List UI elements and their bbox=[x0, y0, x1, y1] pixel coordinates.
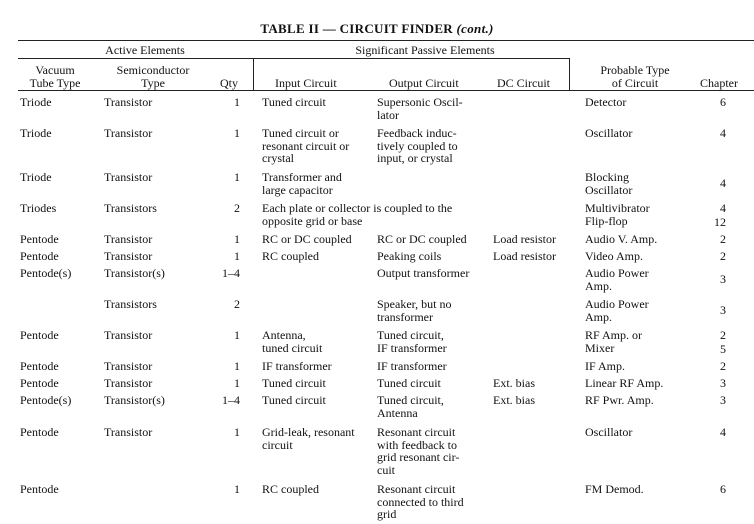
cell-chapter: 3 bbox=[720, 376, 726, 390]
cell-qty: 2 bbox=[234, 297, 240, 311]
cell-input-circuit: RC coupled bbox=[262, 482, 319, 496]
cell-probable-type: Amp. bbox=[585, 278, 612, 293]
col-header-dc: DC Circuit bbox=[497, 76, 550, 90]
cell-probable-type: Oscillator bbox=[585, 182, 633, 197]
cell-vacuum-tube: Pentode bbox=[20, 249, 59, 263]
cell-vacuum-tube: Pentode bbox=[20, 376, 59, 390]
cell-qty: 1 bbox=[234, 126, 240, 140]
cell-output-circuit: IF transformer bbox=[377, 359, 447, 373]
cell-output-circuit: cuit bbox=[377, 462, 395, 477]
cell-qty: 1–4 bbox=[222, 266, 240, 280]
cell-chapter: 6 bbox=[720, 95, 726, 109]
cell-output-circuit: Tuned circuit, bbox=[377, 328, 444, 342]
cell-semiconductor: Transistor bbox=[104, 425, 153, 439]
cell-output-circuit: input, or crystal bbox=[377, 151, 453, 165]
cell-input-circuit: RC coupled bbox=[262, 249, 319, 263]
cell-vacuum-tube: Pentode bbox=[20, 359, 59, 373]
passive-left-rule bbox=[253, 58, 254, 90]
cell-qty: 1 bbox=[234, 328, 240, 342]
col-header-chapter: Chapter bbox=[700, 76, 738, 90]
passive-group-rule bbox=[253, 58, 569, 59]
cell-input-circuit: Tuned circuit bbox=[262, 393, 326, 407]
active-elements-header: Active Elements bbox=[105, 43, 185, 57]
cell-probable-type: Detector bbox=[585, 95, 627, 109]
cell-probable-type: Mixer bbox=[585, 340, 615, 355]
cell-input-circuit: circuit bbox=[262, 437, 293, 452]
table-title bbox=[0, 21, 754, 37]
cell-qty: 1 bbox=[234, 482, 240, 496]
cell-semiconductor: Transistor bbox=[104, 249, 153, 263]
col-header-vacuum bbox=[14, 64, 96, 89]
cell-input-circuit: Tuned circuit bbox=[262, 376, 326, 390]
cell-semiconductor: Transistor(s) bbox=[104, 393, 165, 407]
cell-vacuum-tube: Triodes bbox=[20, 201, 57, 215]
cell-qty: 2 bbox=[234, 201, 240, 215]
col-header-semi-line2: Type bbox=[141, 75, 165, 90]
cell-qty: 1 bbox=[234, 359, 240, 373]
cell-qty: 1 bbox=[234, 376, 240, 390]
cell-output-circuit: Resonant circuit bbox=[377, 482, 456, 496]
cell-vacuum-tube: Pentode bbox=[20, 482, 59, 496]
cell-chapter: 2 bbox=[720, 359, 726, 373]
cell-chapter: 3 bbox=[720, 272, 726, 286]
cell-passive-span: Each plate or collector is coupled to the bbox=[262, 201, 453, 215]
cell-input-circuit: resonant circuit or bbox=[262, 138, 350, 153]
col-header-probable-line1: Probable Type bbox=[600, 63, 670, 77]
cell-probable-type: Oscillator bbox=[585, 126, 633, 140]
cell-output-circuit: Antenna bbox=[377, 405, 418, 420]
col-header-probable bbox=[583, 64, 687, 89]
cell-output-circuit: transformer bbox=[377, 309, 433, 324]
cell-probable-type: Oscillator bbox=[585, 425, 633, 439]
cell-chapter: 4 bbox=[720, 176, 726, 190]
cell-vacuum-tube: Pentode bbox=[20, 232, 59, 246]
cell-probable-type: RF Amp. or bbox=[585, 328, 643, 342]
cell-input-circuit: IF transformer bbox=[262, 359, 332, 373]
cell-probable-type: Flip-flop bbox=[585, 213, 628, 228]
cell-output-circuit: Speaker, but no bbox=[377, 297, 452, 311]
cell-input-circuit: Grid-leak, resonant bbox=[262, 425, 355, 439]
cell-chapter: 3 bbox=[720, 303, 726, 317]
header-rule bbox=[18, 90, 754, 91]
cell-probable-type: Audio V. Amp. bbox=[585, 232, 658, 246]
cell-semiconductor: Transistor(s) bbox=[104, 266, 165, 280]
cell-output-circuit: Output transformer bbox=[377, 266, 470, 280]
cell-probable-type: Audio Power bbox=[585, 297, 649, 311]
cell-semiconductor: Transistor bbox=[104, 376, 153, 390]
cell-vacuum-tube: Pentode(s) bbox=[20, 266, 72, 280]
col-header-output: Output Circuit bbox=[389, 76, 459, 90]
cell-output-circuit: tively coupled to bbox=[377, 138, 458, 153]
cell-vacuum-tube: Pentode(s) bbox=[20, 393, 72, 407]
cell-input-circuit: Tuned circuit bbox=[262, 95, 326, 109]
cell-dc-circuit: Load resistor bbox=[493, 232, 556, 246]
cell-chapter: 2 bbox=[720, 249, 726, 263]
cell-dc-circuit: Load resistor bbox=[493, 249, 556, 263]
cell-chapter: 4 bbox=[720, 425, 726, 439]
cell-passive-span: opposite grid or base bbox=[262, 213, 363, 228]
cell-vacuum-tube: Pentode bbox=[20, 328, 59, 342]
cell-semiconductor: Transistor bbox=[104, 359, 153, 373]
col-header-qty: Qty bbox=[220, 76, 238, 90]
cell-semiconductor: Transistor bbox=[104, 95, 153, 109]
cell-output-circuit: lator bbox=[377, 107, 399, 122]
top-rule bbox=[18, 40, 754, 41]
cell-chapter: 5 bbox=[720, 341, 726, 356]
col-header-semi bbox=[105, 64, 201, 89]
cell-output-circuit: grid resonant cir- bbox=[377, 450, 460, 464]
cell-input-circuit: large capacitor bbox=[262, 182, 333, 197]
col-header-vacuum-line1: Vacuum bbox=[35, 63, 75, 77]
cell-input-circuit: tuned circuit bbox=[262, 340, 323, 355]
cell-probable-type: Linear RF Amp. bbox=[585, 376, 664, 390]
cell-chapter: 4 bbox=[720, 126, 726, 140]
cell-semiconductor: Transistor bbox=[104, 232, 153, 246]
title-main: TABLE II — CIRCUIT FINDER bbox=[260, 21, 453, 36]
cell-semiconductor: Transistor bbox=[104, 328, 153, 342]
cell-output-circuit: Tuned circuit, bbox=[377, 393, 444, 407]
cell-chapter: 2 bbox=[720, 328, 726, 342]
cell-chapter: 4 bbox=[720, 201, 726, 215]
cell-chapter: 12 bbox=[714, 214, 726, 229]
cell-qty: 1–4 bbox=[222, 393, 240, 407]
cell-output-circuit: Supersonic Oscil- bbox=[377, 95, 463, 109]
active-group-rule bbox=[18, 58, 253, 59]
cell-chapter: 3 bbox=[720, 393, 726, 407]
cell-chapter: 6 bbox=[720, 482, 726, 496]
cell-output-circuit: Tuned circuit bbox=[377, 376, 441, 390]
cell-dc-circuit: Ext. bias bbox=[493, 393, 535, 407]
cell-probable-type: Audio Power bbox=[585, 266, 649, 280]
cell-output-circuit: Feedback induc- bbox=[377, 126, 457, 140]
cell-qty: 1 bbox=[234, 425, 240, 439]
cell-vacuum-tube: Triode bbox=[20, 95, 52, 109]
cell-vacuum-tube: Triode bbox=[20, 170, 52, 184]
cell-output-circuit: Resonant circuit bbox=[377, 425, 456, 439]
cell-probable-type: Amp. bbox=[585, 309, 612, 324]
col-header-semi-line1: Semiconductor bbox=[116, 63, 190, 77]
cell-output-circuit: Peaking coils bbox=[377, 249, 442, 263]
title-cont: (cont.) bbox=[456, 21, 494, 36]
cell-qty: 1 bbox=[234, 232, 240, 246]
cell-output-circuit: RC or DC coupled bbox=[377, 232, 467, 246]
cell-vacuum-tube: Triode bbox=[20, 126, 52, 140]
cell-semiconductor: Transistor bbox=[104, 126, 153, 140]
cell-chapter: 2 bbox=[720, 232, 726, 246]
cell-probable-type: Blocking bbox=[585, 170, 629, 184]
cell-qty: 1 bbox=[234, 95, 240, 109]
cell-input-circuit: Antenna, bbox=[262, 328, 306, 342]
cell-probable-type: Video Amp. bbox=[585, 249, 643, 263]
cell-probable-type: FM Demod. bbox=[585, 482, 644, 496]
col-header-vacuum-line2: Tube Type bbox=[29, 75, 81, 90]
cell-dc-circuit: Ext. bias bbox=[493, 376, 535, 390]
cell-probable-type: Multivibrator bbox=[585, 201, 650, 215]
cell-input-circuit: crystal bbox=[262, 151, 294, 165]
cell-output-circuit: IF transformer bbox=[377, 340, 447, 355]
cell-probable-type: IF Amp. bbox=[585, 359, 626, 373]
cell-output-circuit: connected to third bbox=[377, 494, 464, 509]
cell-qty: 1 bbox=[234, 170, 240, 184]
passive-right-rule bbox=[569, 58, 570, 90]
col-header-probable-line2: of Circuit bbox=[611, 75, 659, 90]
cell-semiconductor: Transistor bbox=[104, 170, 153, 184]
passive-elements-header: Significant Passive Elements bbox=[355, 43, 495, 57]
cell-probable-type: RF Pwr. Amp. bbox=[585, 393, 654, 407]
cell-input-circuit: Transformer and bbox=[262, 170, 342, 184]
cell-qty: 1 bbox=[234, 249, 240, 263]
cell-input-circuit: RC or DC coupled bbox=[262, 232, 352, 246]
cell-semiconductor: Transistors bbox=[104, 297, 157, 311]
cell-output-circuit: with feedback to bbox=[377, 437, 457, 452]
cell-output-circuit: grid bbox=[377, 507, 397, 521]
cell-input-circuit: Tuned circuit or bbox=[262, 126, 339, 140]
cell-semiconductor: Transistors bbox=[104, 201, 157, 215]
col-header-input: Input Circuit bbox=[275, 76, 337, 90]
cell-vacuum-tube: Pentode bbox=[20, 425, 59, 439]
